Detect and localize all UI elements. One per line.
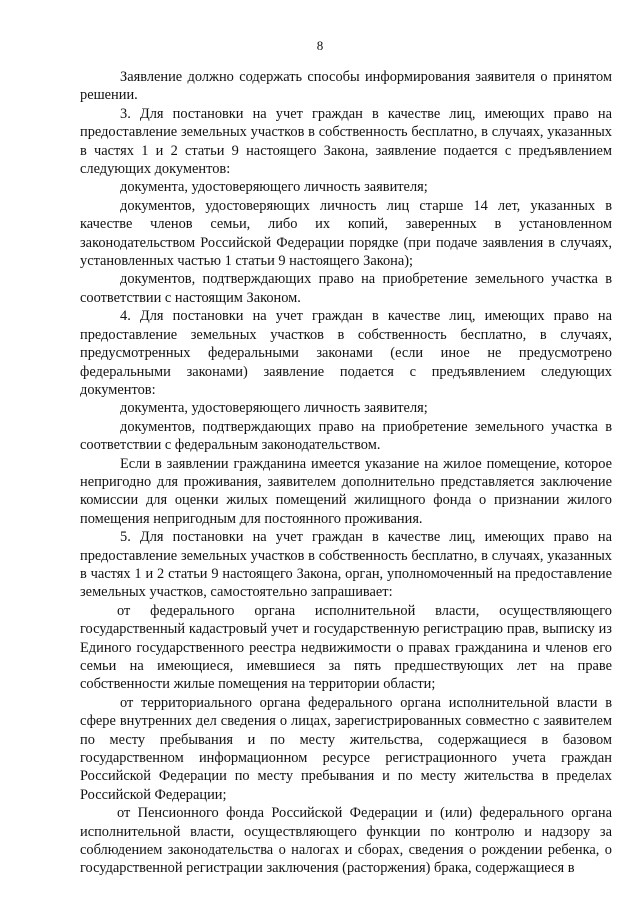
paragraph: 5. Для постановки на учет граждан в качестве лиц, имеющих право на предоставление земельных участков в собственность бесплатно, в случаях, указанных в частях 1 и 2 статьи 9 настоящего Закона, орган, уполномоченный на предоставление земельных участков, самостоятельно запрашивает:: [80, 529, 612, 601]
paragraph: 3. Для постановки на учет граждан в качестве лиц, имеющих право на предоставление земельных участков в собственность бесплатно, в случаях, указанных в частях 1 и 2 статьи 9 настоящего Закона, заявление подается с предъявлением следующих документов:: [80, 105, 612, 178]
paragraph: документов, удостоверяющих личность лиц старше 14 лет, указанных в качестве членов семьи, либо их копий, заверенных в установленном законодательством Российской Федерации порядке (при подаче заявления в случаях, установленных частью 1 статьи 9 настоящего Закона);: [80, 197, 612, 270]
paragraph: документа, удостоверяющего личность заявителя;: [120, 179, 428, 196]
paragraph: документа, удостоверяющего личность заявителя;: [120, 400, 428, 417]
paragraph: документов, подтверждающих право на приобретение земельного участка в соответствии с федеральным законодательством.: [80, 418, 612, 454]
paragraph: от Пенсионного фонда Российской Федерации и (или) федерального органа исполнительной власти, осуществляющего функции по контролю и надзору за соблюдением законодательства о налогах и сборах, сведения о рождении ребенка, о государственной регистрации заключения (расторжения) брака, содержащиеся в: [80, 805, 612, 877]
paragraph: от федерального органа исполнительной власти, осуществляющего государственный кадастровый учет и государственную регистрацию прав, выписку из Единого государственного реестра недвижимости о правах гражданина и членов его семьи на имеющиеся, имевшиеся за пять предшествующих лет на праве собственности жилые помещения на территории области;: [80, 602, 612, 693]
paragraph: Заявление должно содержать способы информирования заявителя о принятом решении.: [80, 69, 612, 104]
paragraph: 4. Для постановки на учет граждан в качестве лиц, имеющих право на предоставление земельных участков в собственность бесплатно, в случаях, предусмотренных федеральными законами (если иное не предусмотрено федеральными законами) заявление подается с предъявлением следующих документов:: [80, 308, 612, 398]
paragraph: документов, подтверждающих право на приобретение земельного участка в соответствии с настоящим Законом.: [80, 271, 612, 306]
paragraph: от территориального органа федерального органа исполнительной власти в сфере внутренних дел сведения о лицах, зарегистрированных совместно с заявителем по месту пребывания и по месту жительства, содержащиеся в базовом государственном информационном ресурсе регистрационного учета граждан Российской Федерации по месту пребывания и по месту жительства в пределах Российской Федерации;: [80, 694, 612, 803]
paragraph: Если в заявлении гражданина имеется указание на жилое помещение, которое непригодно для проживания, заявителем дополнительно представляется заключение комиссии для оценки жилых помещений жилищного фонда о признании жилого помещения непригодным для постоянного проживания.: [80, 455, 612, 527]
document-body: [80, 68, 612, 878]
page-number: 8: [316, 38, 324, 53]
